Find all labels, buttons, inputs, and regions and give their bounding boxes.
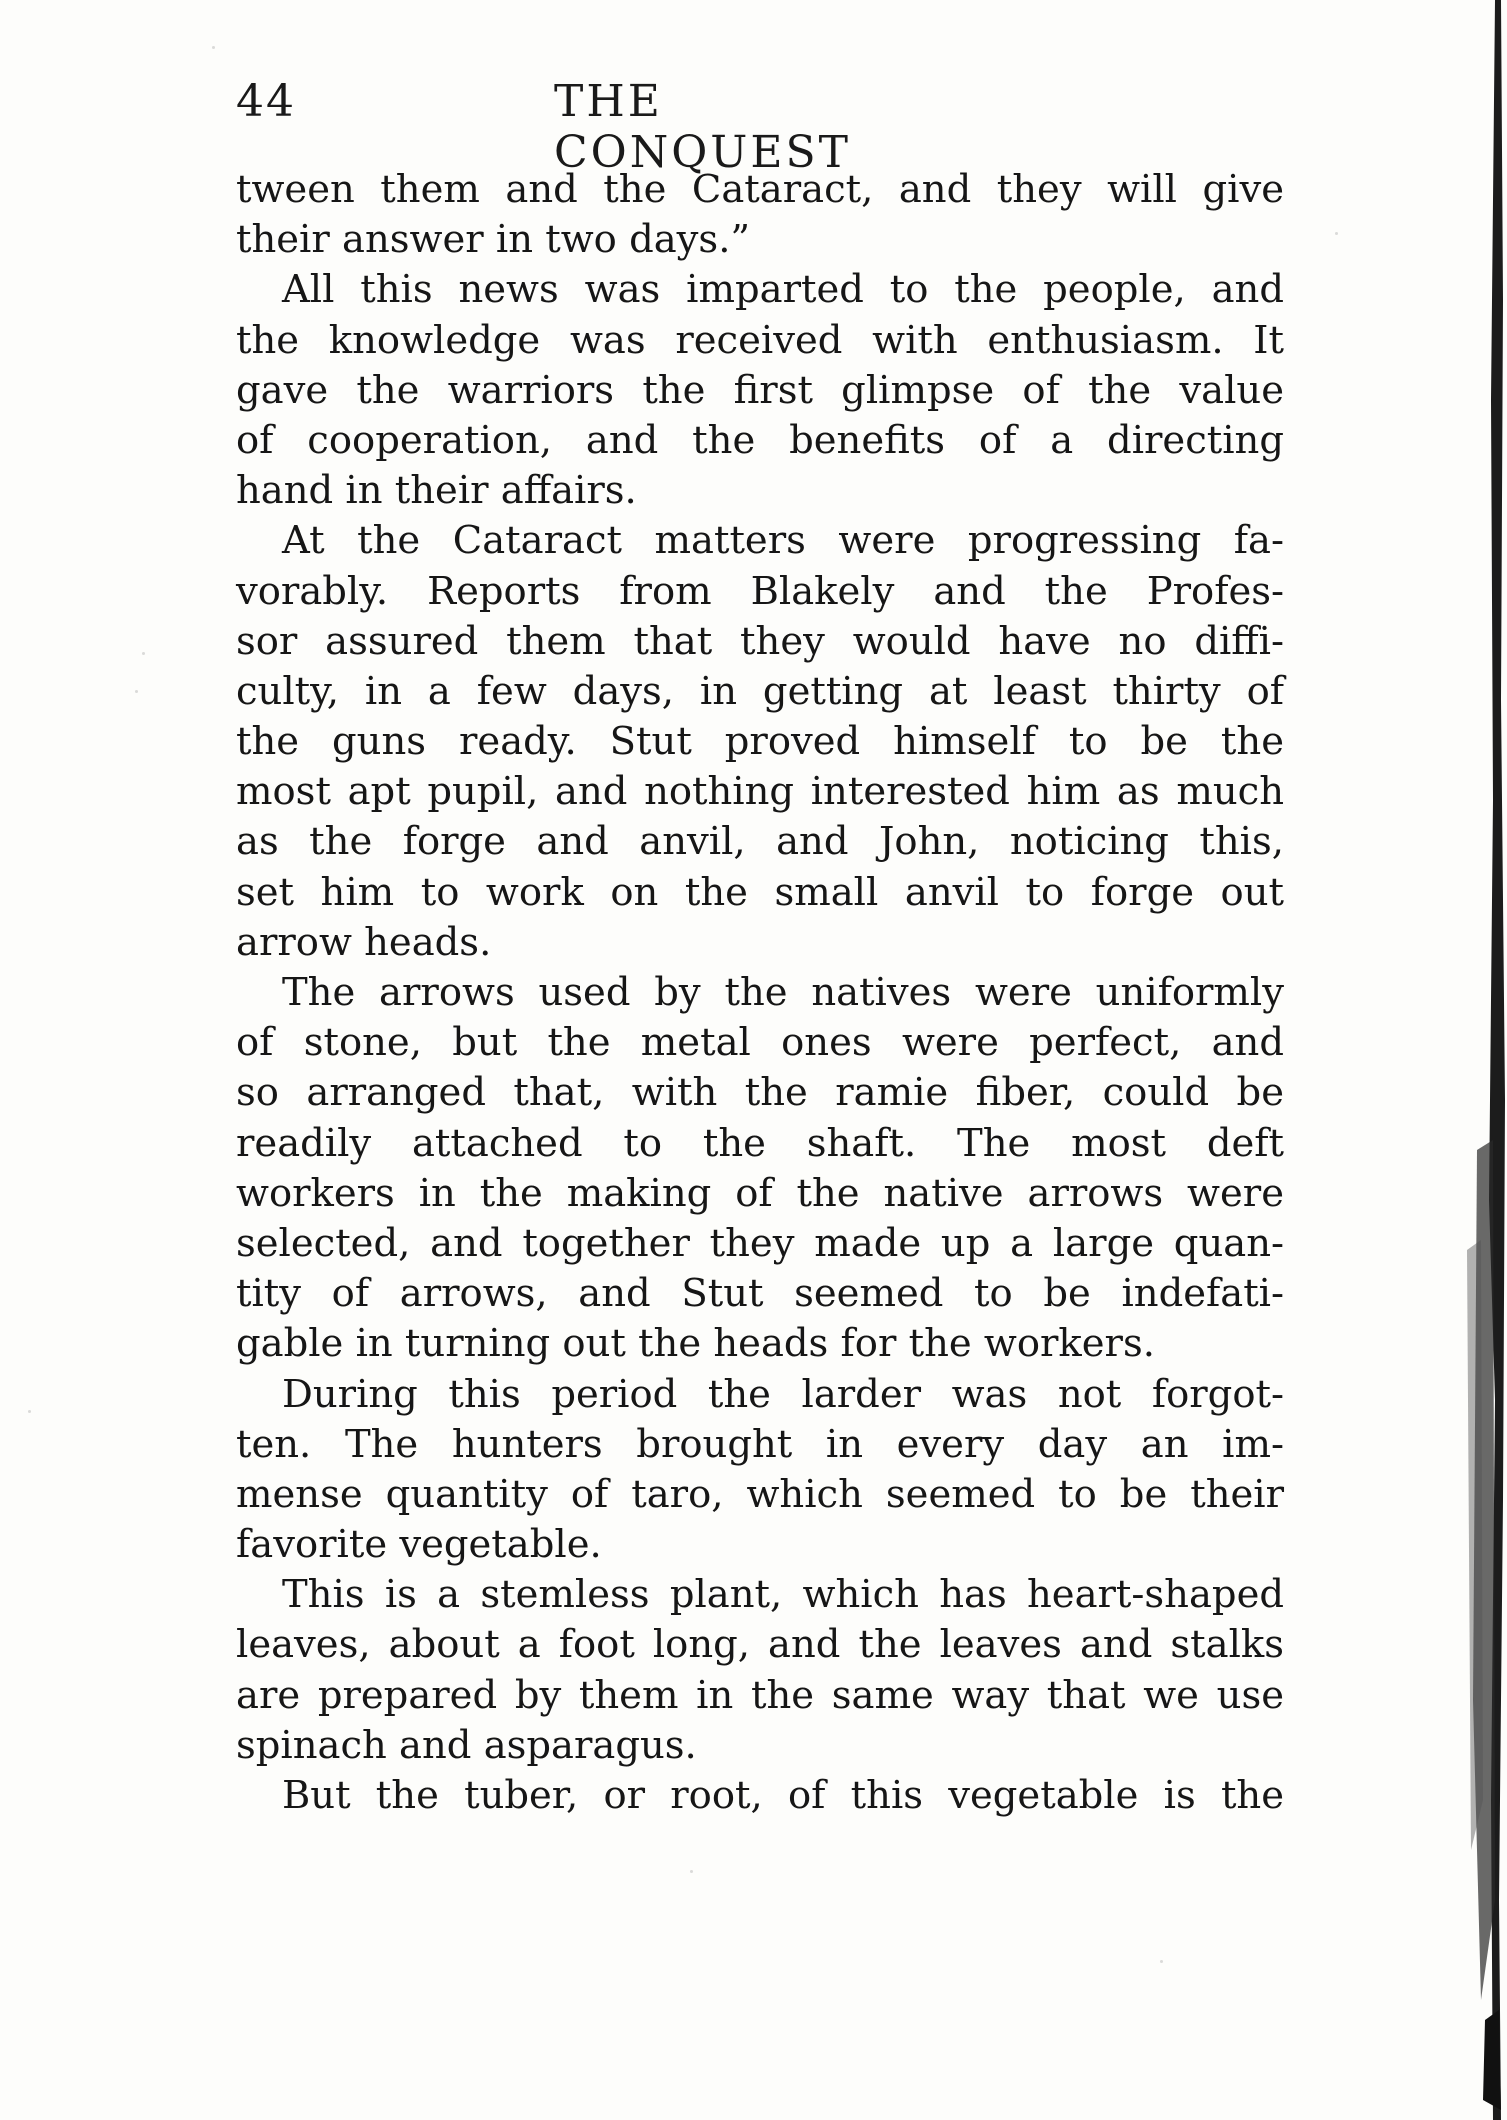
paragraph: [236, 165, 1284, 265]
text-line: workers in the making of the native arrows were: [236, 1170, 1284, 1216]
page-number: 44: [236, 76, 296, 127]
text-line: gable in turning out the heads for the workers.: [236, 1321, 1155, 1367]
scan-speck: [28, 1410, 31, 1413]
paragraph: [236, 516, 1284, 968]
text-line: But the tuber, or root, of this vegetable is the: [282, 1773, 1284, 1818]
body-text: [236, 165, 1284, 1821]
text-line: of cooperation, and the benefits of a directing: [236, 417, 1284, 463]
text-line: set him to work on the small anvil to forge out: [236, 869, 1284, 915]
text-line: This is a stemless plant, which has heart-shaped: [282, 1572, 1284, 1618]
scan-speck: [1160, 1960, 1163, 1963]
text-line: At the Cataract matters were progressing fa-: [282, 518, 1284, 564]
scan-speck: [690, 1870, 693, 1873]
text-line: arrow heads.: [236, 919, 492, 965]
text-line: so arranged that, with the ramie fiber, could be: [236, 1070, 1284, 1116]
paragraph: [236, 1771, 1284, 1821]
text-line: tween them and the Cataract, and they will give: [236, 167, 1284, 212]
text-line: gave the warriors the first glimpse of the value: [236, 367, 1284, 413]
text-line: During this period the larder was not forgot-: [282, 1371, 1284, 1417]
paragraph: [236, 265, 1284, 516]
text-line: of stone, but the metal ones were perfect, and: [236, 1020, 1284, 1066]
text-line: tity of arrows, and Stut seemed to be indefati-: [236, 1271, 1284, 1317]
text-line: leaves, about a foot long, and the leaves and stalks: [236, 1622, 1284, 1668]
paragraph: [236, 1370, 1284, 1571]
scan-speck: [135, 690, 138, 693]
text-line: culty, in a few days, in getting at least thirty of: [236, 668, 1284, 714]
scan-speck: [212, 46, 215, 49]
running-head-title: THE CONQUEST: [554, 76, 852, 178]
text-line: vorably. Reports from Blakely and the Profes-: [236, 568, 1284, 614]
scan-speck: [1335, 232, 1338, 235]
text-line: as the forge and anvil, and John, noticing this,: [236, 819, 1284, 865]
text-line: are prepared by them in the same way that we use: [236, 1672, 1284, 1718]
text-line: sor assured them that they would have no diffi-: [236, 618, 1284, 664]
text-line: spinach and asparagus.: [236, 1722, 697, 1768]
text-line: the knowledge was received with enthusiasm. It: [236, 317, 1284, 363]
text-line: readily attached to the shaft. The most deft: [236, 1120, 1284, 1166]
text-line: ten. The hunters brought in every day an im-: [236, 1421, 1284, 1467]
text-line: The arrows used by the natives were uniformly: [282, 970, 1284, 1015]
text-line: most apt pupil, and nothing interested him as much: [236, 769, 1284, 815]
paragraph: [236, 1570, 1284, 1771]
text-line: their answer in two days.”: [236, 217, 751, 263]
text-line: hand in their affairs.: [236, 468, 637, 514]
paragraph: [236, 968, 1284, 1370]
text-line: All this news was imparted to the people, and: [282, 267, 1284, 313]
scan-speck: [142, 652, 145, 655]
book-binding-edge: [1437, 0, 1507, 2120]
page-header: [236, 76, 976, 178]
text-line: mense quantity of taro, which seemed to be their: [236, 1471, 1284, 1517]
text-line: favorite vegetable.: [236, 1522, 602, 1568]
text-line: the guns ready. Stut proved himself to be the: [236, 719, 1284, 765]
text-line: selected, and together they made up a large quan-: [236, 1220, 1284, 1266]
